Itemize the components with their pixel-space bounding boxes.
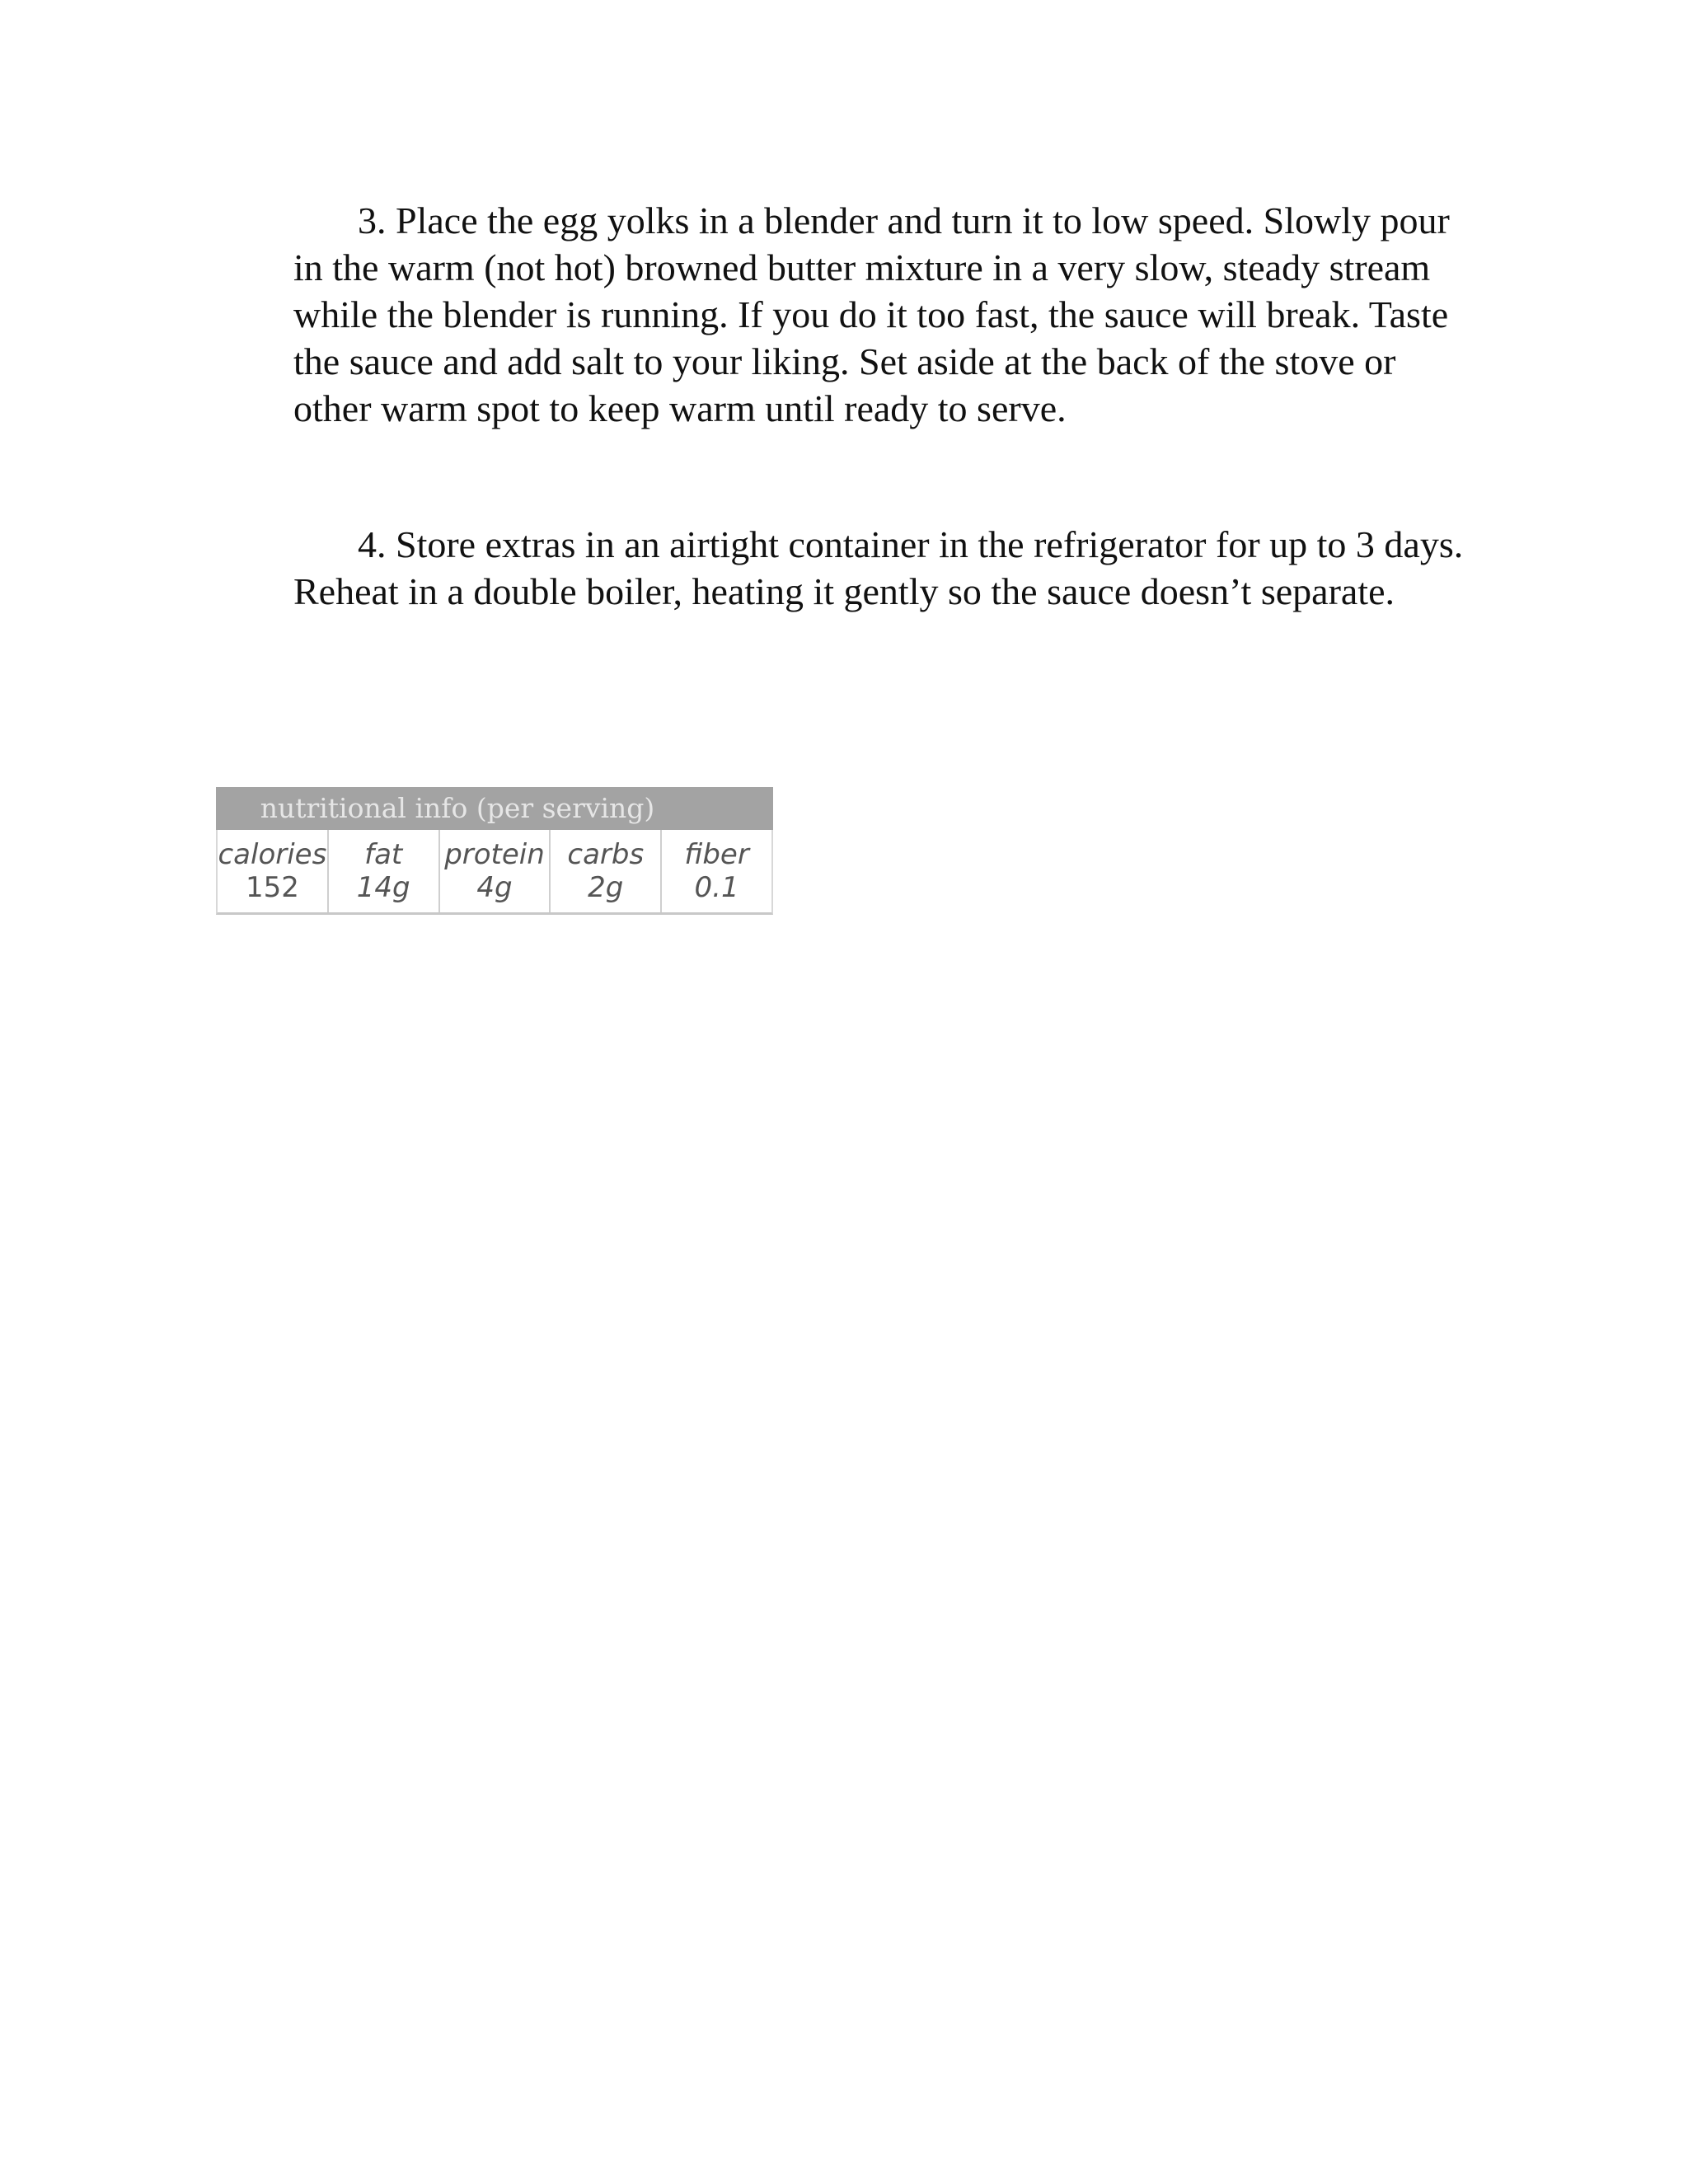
instruction-step-4 xyxy=(293,521,1464,615)
carbs-value: 2g xyxy=(588,871,624,904)
nutrition-cell-protein xyxy=(440,830,551,912)
fat-value: 14g xyxy=(356,871,410,904)
fat-label: fat xyxy=(364,838,403,871)
nutrition-cell-calories xyxy=(218,830,329,912)
protein-label: protein xyxy=(444,838,545,871)
nutrition-cell-carbs xyxy=(551,830,662,912)
nutrition-cell-fat xyxy=(329,830,440,912)
instruction-step-3 xyxy=(293,197,1464,432)
nutrition-info-table xyxy=(216,787,773,915)
nutrition-cell-fiber xyxy=(662,830,771,912)
nutrition-row xyxy=(216,830,773,915)
calories-value: 152 xyxy=(245,871,299,904)
step-3-text: 3. Place the egg yolks in a blender and turn it to low speed. Slowly pour in the warm (not hot) browned butter mixture in a very slow, steady stream while the blender is running. If you do it too fast, the sauce will break. Taste the sauce and add salt to your liking. Set aside at the back of the stove or other warm spot to keep warm until ready to serve. xyxy=(293,199,1450,429)
nutrition-header: nutritional info (per serving) xyxy=(216,787,773,830)
calories-label: calories xyxy=(218,838,327,871)
fiber-value: 0.1 xyxy=(694,871,739,904)
step-4-text: 4. Store extras in an airtight container in the refrigerator for up to 3 days. Reheat in a double boiler, heating it gently so the sauce doesn’t separate. xyxy=(293,523,1464,612)
carbs-label: carbs xyxy=(567,838,645,871)
protein-value: 4g xyxy=(476,871,513,904)
fiber-label: fiber xyxy=(684,838,749,871)
